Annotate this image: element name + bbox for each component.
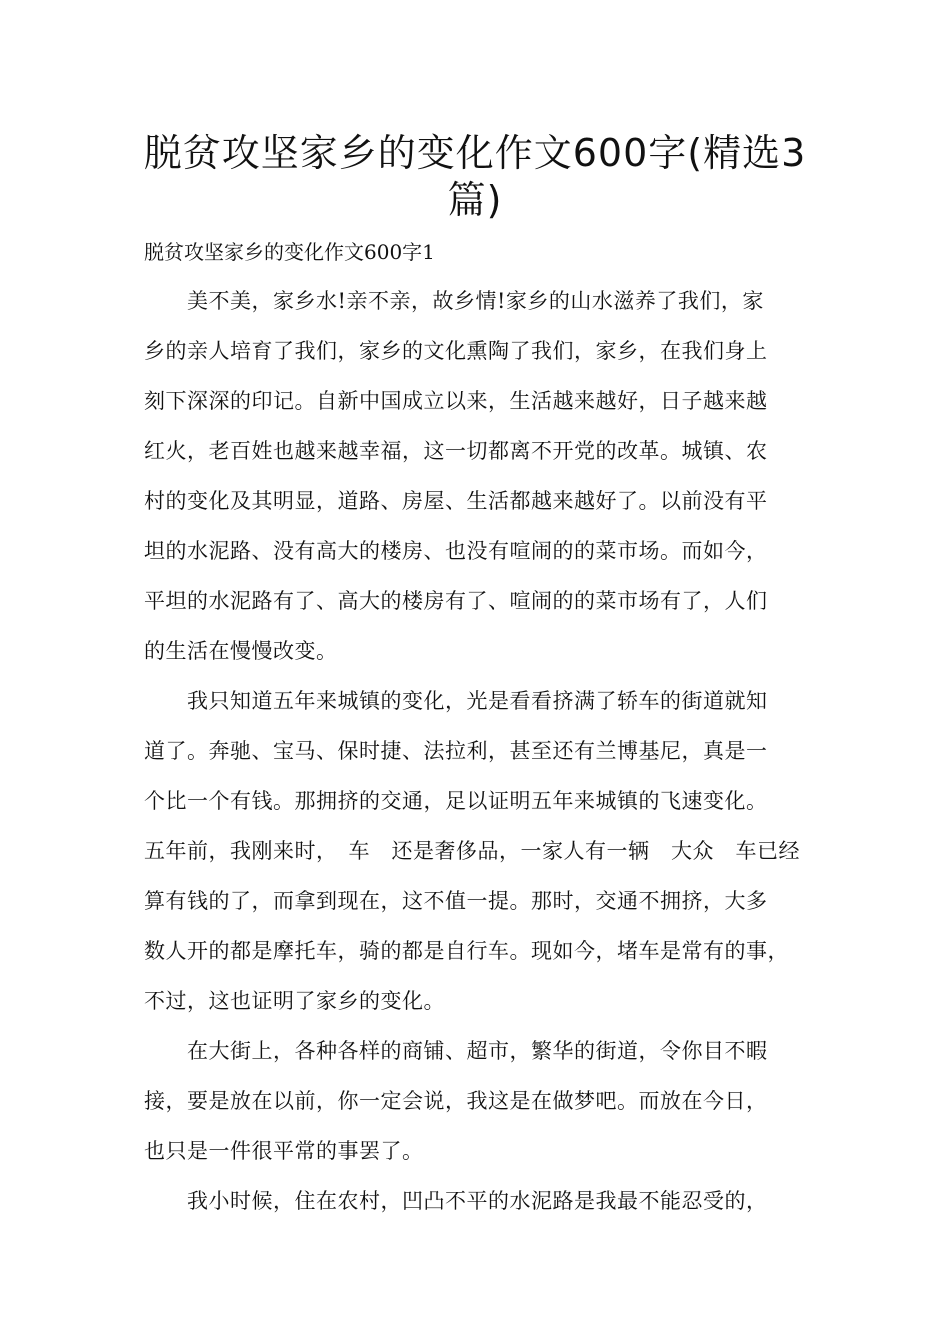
document-title-line-1: 脱贫攻坚家乡的变化作文600字(精选3 (143, 131, 807, 175)
document-title-line-2: 篇) (447, 178, 503, 222)
body-line: 不过，这也证明了家乡的变化。 (144, 989, 445, 1013)
body-line: 我小时候，住在农村，凹凸不平的水泥路是我最不能忍受的， (144, 1189, 768, 1213)
body-line: 红火，老百姓也越来越幸福，这一切都离不开党的改革。城镇、农 (144, 439, 768, 463)
body-line: 在大街上，各种各样的商铺、超市，繁华的街道，令你目不暇 (144, 1039, 768, 1063)
body-line: 五年前，我刚来时， 车 还是奢侈品，一家人有一辆 大众 车已经 (144, 839, 800, 863)
body-line: 接，要是放在以前，你一定会说，我这是在做梦吧。而放在今日， (144, 1089, 768, 1113)
body-line: 的生活在慢慢改变。 (144, 639, 338, 663)
body-line: 村的变化及其明显，道路、房屋、生活都越来越好了。以前没有平 (144, 489, 768, 513)
body-line: 我只知道五年来城镇的变化，光是看看挤满了轿车的街道就知 (144, 689, 768, 713)
body-line: 美不美，家乡水!亲不亲，故乡情!家乡的山水滋养了我们，家 (144, 289, 764, 313)
body-line: 坦的水泥路、没有高大的楼房、也没有喧闹的的菜市场。而如今， (144, 539, 768, 563)
body-line: 个比一个有钱。那拥挤的交通，足以证明五年来城镇的飞速变化。 (144, 789, 768, 813)
body-line: 平坦的水泥路有了、高大的楼房有了、喧闹的的菜市场有了，人们 (144, 589, 768, 613)
body-line: 乡的亲人培育了我们，家乡的文化熏陶了我们，家乡，在我们身上 (144, 339, 768, 363)
body-line: 算有钱的了，而拿到现在，这不值一提。那时，交通不拥挤，大多 (144, 889, 768, 913)
body-line: 数人开的都是摩托车，骑的都是自行车。现如今，堵车是常有的事， (144, 939, 789, 963)
body-line: 也只是一件很平常的事罢了。 (144, 1139, 424, 1163)
body-line: 刻下深深的印记。自新中国成立以来，生活越来越好，日子越来越 (144, 389, 768, 413)
essay-subtitle: 脱贫攻坚家乡的变化作文600字1 (144, 240, 435, 264)
body-line: 道了。奔驰、宝马、保时捷、法拉利，甚至还有兰博基尼，真是一 (144, 739, 768, 763)
